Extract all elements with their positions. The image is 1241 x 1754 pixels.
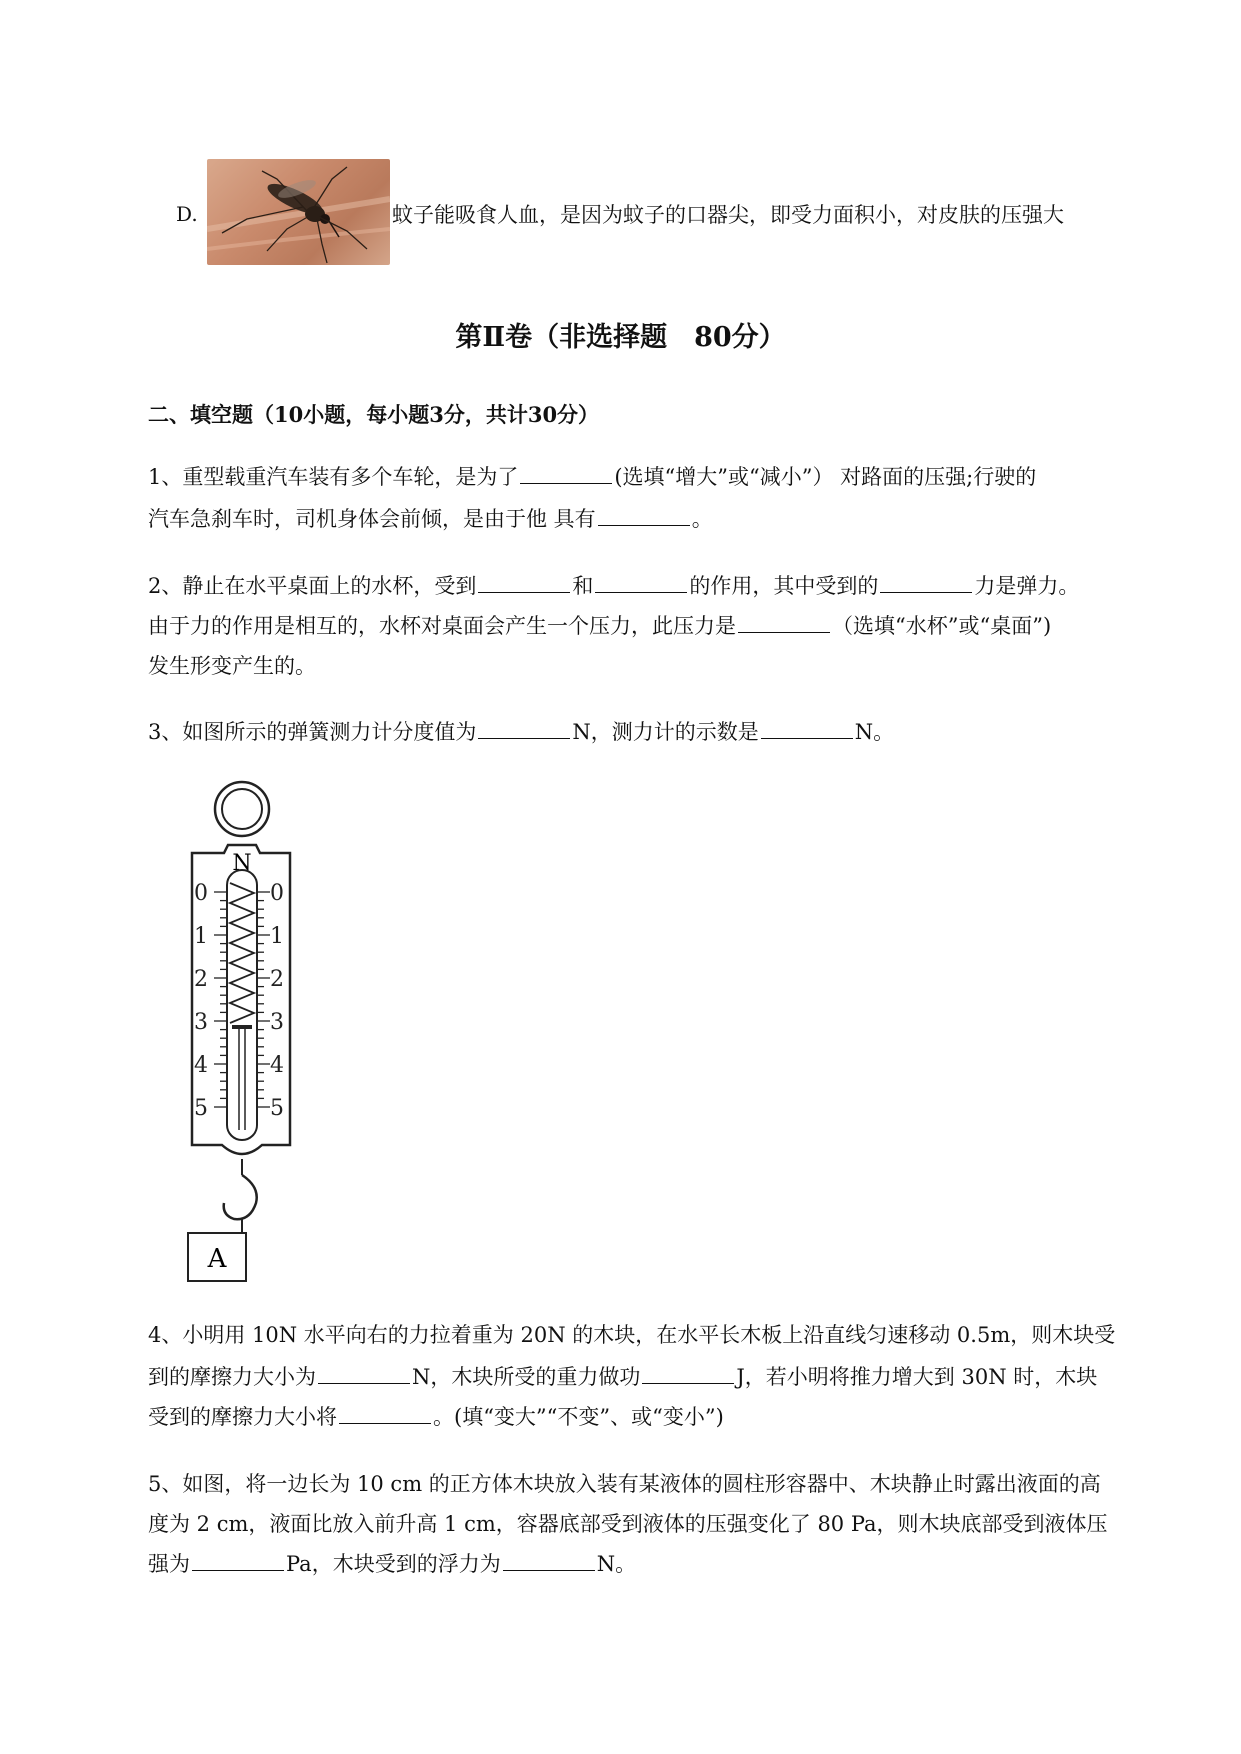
part-title: 第Ⅱ卷（非选择题 80分）: [455, 322, 786, 353]
blank[interactable]: [339, 1403, 431, 1424]
mosquito-photo: [207, 159, 390, 265]
blank[interactable]: [192, 1550, 284, 1571]
scale-label: 1: [194, 924, 208, 949]
q1-line2: 汽车急刹车时，司机身体会前倾，是由于他 具有 。: [148, 507, 713, 531]
scale-label: 5: [270, 1096, 284, 1121]
mosquito-icon: [207, 159, 390, 265]
q5-line1: 5、如图，将一边长为 10 cm 的正方体木块放入装有某液体的圆柱形容器中、木块静止时露出液面的高: [148, 1472, 1101, 1496]
option-d-label: D.: [176, 202, 198, 226]
blank[interactable]: [478, 572, 570, 593]
blank[interactable]: [318, 1363, 410, 1384]
q4-line3: 受到的摩擦力大小将 。(填“变大”“不变”、或“变小”): [148, 1405, 724, 1429]
blank[interactable]: [761, 718, 853, 739]
hook-icon: [224, 1175, 257, 1219]
blank[interactable]: [598, 505, 690, 526]
blank[interactable]: [478, 718, 570, 739]
scale-label: 5: [194, 1096, 208, 1121]
scale-label: 0: [270, 881, 284, 906]
blank[interactable]: [642, 1363, 734, 1384]
scale-label: 2: [194, 967, 208, 992]
blank[interactable]: [595, 572, 687, 593]
q3-line: 3、如图所示的弹簧测力计分度值为 N，测力计的示数是 N。: [148, 720, 895, 744]
scale-label: 4: [270, 1053, 284, 1078]
q2-line3: 发生形变产生的。: [148, 654, 316, 678]
blank[interactable]: [503, 1550, 595, 1571]
q2-line2: 由于力的作用是相互的，水杯对桌面会产生一个压力，此压力是 （选填“水杯”或“桌面”): [148, 614, 1052, 638]
scale-label: 0: [194, 881, 208, 906]
blank[interactable]: [738, 612, 830, 633]
unit-label: N: [232, 851, 252, 876]
ring-icon: [215, 782, 269, 836]
q2-line1: 2、静止在水平桌面上的水杯，受到 和 的作用，其中受到的 力是弹力。: [148, 574, 1080, 598]
q5-line3: 强为 Pa，木块受到的浮力为 N。: [148, 1552, 637, 1576]
spring-scale-figure: [180, 775, 300, 1285]
section-title: 二、填空题（10小题，每小题3分，共计30分）: [148, 402, 600, 427]
scale-label: 2: [270, 967, 284, 992]
scale-label: 3: [270, 1010, 284, 1035]
block-label: A: [207, 1244, 227, 1274]
q4-line2: 到的摩擦力大小为 N，木块所受的重力做功 J，若小明将推力增大到 30N 时，木块: [148, 1365, 1098, 1389]
tube: [227, 870, 257, 1140]
scale-label: 1: [270, 924, 284, 949]
blank[interactable]: [880, 572, 972, 593]
q4-line1: 4、小明用 10N 水平向右的力拉着重为 20N 的木块，在水平长木板上沿直线匀速移动 0.5m，则木块受: [148, 1323, 1116, 1347]
scale-label: 3: [194, 1010, 208, 1035]
option-d-text: 蚊子能吸食人血，是因为蚊子的口器尖，即受力面积小，对皮肤的压强大: [392, 203, 1064, 227]
scale-label: 4: [194, 1053, 208, 1078]
blank[interactable]: [520, 463, 612, 484]
spring: [230, 883, 254, 1023]
q5-line2: 度为 2 cm，液面比放入前升高 1 cm，容器底部受到液体的压强变化了 80 Pa，则木块底部受到液体压: [148, 1512, 1108, 1536]
q1-line1: 1、重型载重汽车装有多个车轮，是为了 (选填“增大”或“减小”） 对路面的压强;行驶的: [148, 465, 1037, 489]
